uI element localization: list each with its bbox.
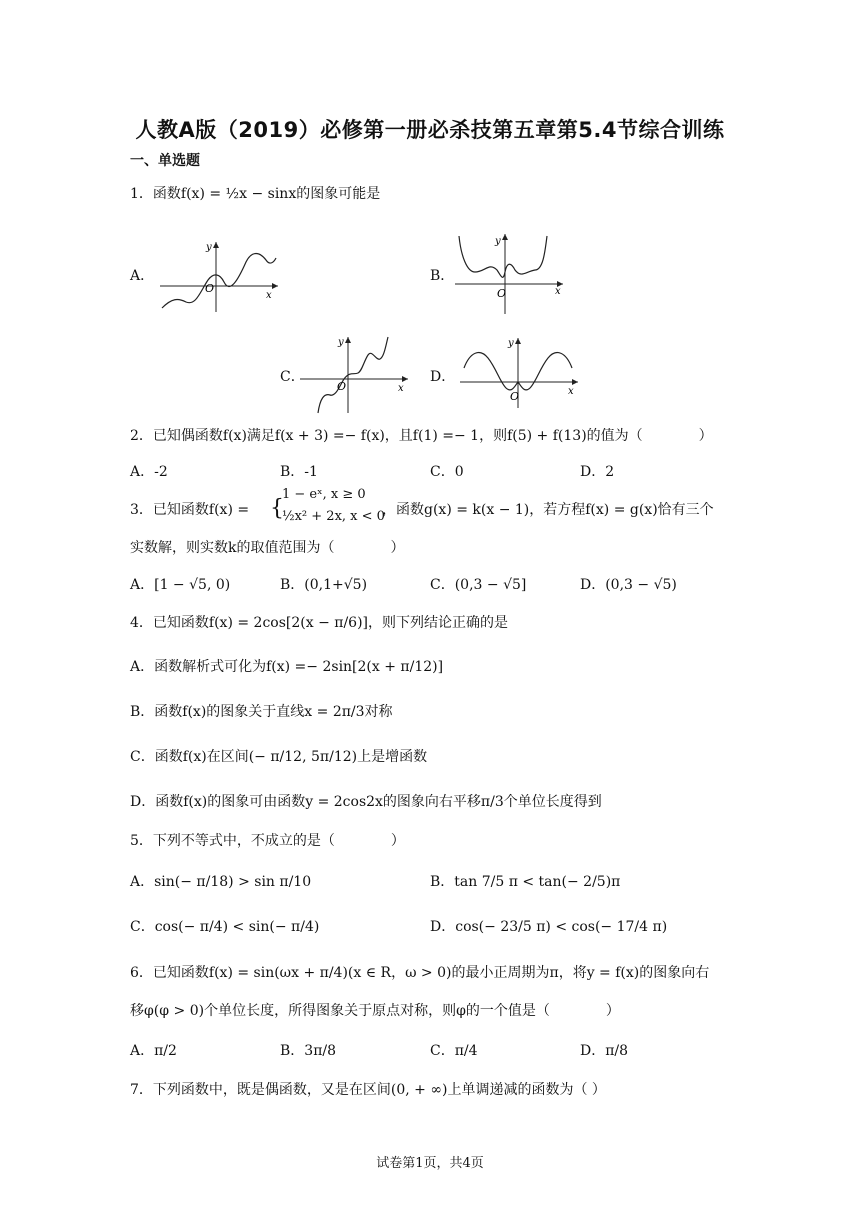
q1-d-x-label: x	[568, 386, 574, 397]
q4-option-c[interactable]: C．函数f(x)在区间(− π/12, 5π/12)上是增函数	[130, 749, 428, 765]
q3-brace-icon: {	[270, 496, 284, 521]
q1-d-origin-label: O	[510, 390, 520, 403]
q2-option-c[interactable]: C．0	[430, 464, 464, 480]
q1-option-b-label: B．	[430, 268, 455, 284]
q5-stem: 5．下列不等式中，不成立的是（ ）	[130, 833, 405, 849]
page-footer: 试卷第1页，共4页	[376, 1156, 484, 1171]
q1-c-origin-label: O	[337, 380, 347, 393]
q4-option-b[interactable]: B．函数f(x)的图象关于直线x = 2π/3对称	[130, 704, 393, 720]
q5-option-d[interactable]: D．cos(− 23/5 π) < cos(− 17/4 π)	[430, 919, 668, 935]
q2-stem: 2．已知偶函数f(x)满足f(x + 3) =− f(x)，且f(1) =− 1，则f(5) + f(13)的值为（ ）	[130, 428, 713, 444]
q4-option-d[interactable]: D．函数f(x)的图象可由函数y = 2cos2x的图象向右平移π/3个单位长度得到	[130, 794, 602, 810]
q3-stem-b: ，函数g(x) = k(x − 1)，若方程f(x) = g(x)恰有三个	[382, 502, 714, 518]
q1-option-d-label: D．	[430, 369, 456, 385]
q1-a-origin-label: O	[205, 282, 215, 295]
q3-case-1: 1 − eˣ, x ≥ 0	[282, 487, 366, 502]
q1-d-y-label: y	[508, 338, 514, 349]
q1-c-x-label: x	[398, 383, 404, 394]
q6-stem-a: 6．已知函数f(x) = sin(ωx + π/4)(x ∈ R，ω > 0)的最小正周期为π，将y = f(x)的图象向右	[130, 965, 710, 981]
q1-graph-b[interactable]	[455, 232, 565, 317]
q2-option-a[interactable]: A．-2	[130, 464, 168, 480]
q3-stem-c: 实数解，则实数k的取值范围为（ ）	[130, 540, 405, 556]
page-title: 人教A版（2019）必修第一册必杀技第五章第5.4节综合训练	[135, 118, 725, 142]
q6-option-b[interactable]: B．3π/8	[280, 1043, 337, 1059]
q7-stem: 7．下列函数中，既是偶函数，又是在区间(0, + ∞)上单调递减的函数为（ ）	[130, 1082, 606, 1098]
q3-option-c[interactable]: C．(0,3 − √5]	[430, 577, 527, 593]
section-heading: 一、单选题	[130, 153, 200, 169]
q1-a-x-label: x	[266, 290, 272, 301]
q1-b-origin-label: O	[497, 287, 507, 300]
q3-option-d[interactable]: D．(0,3 − √5)	[580, 577, 677, 593]
q1-option-a-label: A．	[130, 268, 155, 284]
q3-option-b[interactable]: B．(0,1+√5)	[280, 577, 368, 593]
q3-case-2: ½x² + 2x, x < 0	[282, 509, 385, 524]
q1-a-y-label: y	[206, 242, 212, 253]
q1-b-y-label: y	[495, 236, 501, 247]
q6-option-a[interactable]: A．π/2	[130, 1043, 177, 1059]
q1-stem: 1．函数f(x) = ½x − sinx的图象可能是	[130, 186, 381, 202]
q4-option-a[interactable]: A．函数解析式可化为f(x) =− 2sin[2(x + π/12)]	[130, 659, 444, 675]
q5-option-a[interactable]: A．sin(− π/18) > sin π/10	[130, 874, 312, 890]
q5-option-c[interactable]: C．cos(− π/4) < sin(− π/4)	[130, 919, 320, 935]
q6-option-c[interactable]: C．π/4	[430, 1043, 478, 1059]
q1-option-c-label: C．	[280, 369, 305, 385]
q6-option-d[interactable]: D．π/8	[580, 1043, 629, 1059]
q1-c-y-label: y	[338, 337, 344, 348]
q1-graph-a[interactable]	[160, 240, 280, 315]
q1-graph-d[interactable]	[460, 336, 580, 411]
q6-stem-b: 移φ(φ > 0)个单位长度，所得图象关于原点对称，则φ的一个值是（ ）	[130, 1003, 620, 1019]
q4-stem: 4．已知函数f(x) = 2cos[2(x − π/6)]，则下列结论正确的是	[130, 615, 509, 631]
q1-b-x-label: x	[555, 286, 561, 297]
q2-option-d[interactable]: D．2	[580, 464, 615, 480]
q3-option-a[interactable]: A．[1 − √5, 0)	[130, 577, 231, 593]
q1-graph-c[interactable]	[300, 335, 410, 415]
q5-option-b[interactable]: B．tan 7/5 π < tan(− 2/5)π	[430, 874, 621, 890]
q2-option-b[interactable]: B．-1	[280, 464, 318, 480]
q3-stem-a: 3．已知函数f(x) =	[130, 502, 250, 518]
